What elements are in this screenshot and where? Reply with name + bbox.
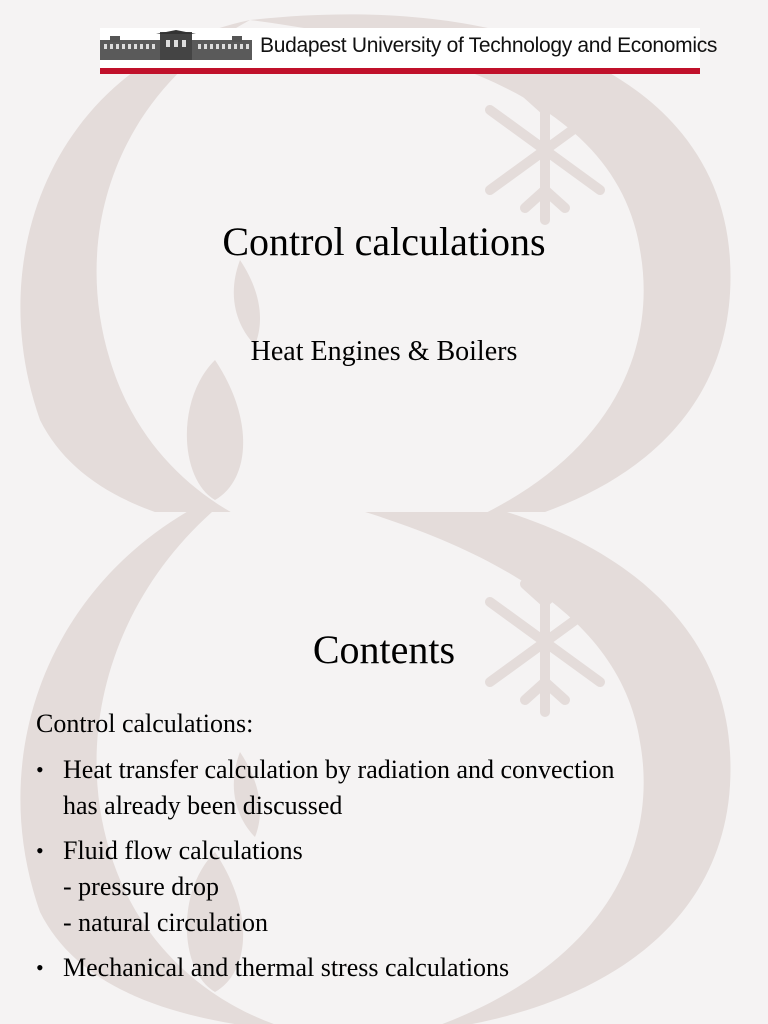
list-item bbox=[36, 752, 736, 824]
bullet-icon: • bbox=[36, 955, 44, 980]
bullet-line: - natural circulation bbox=[63, 908, 269, 937]
bullet-icon: • bbox=[36, 757, 44, 782]
slide-subtitle-text: Heat Engines & Boilers bbox=[250, 336, 518, 367]
contents-intro: Control calculations: bbox=[36, 709, 254, 738]
bullet-line: - pressure drop bbox=[63, 872, 219, 901]
list-item bbox=[36, 950, 736, 986]
university-name: Budapest University of Technology and Economics bbox=[260, 34, 718, 57]
bullet-line: Fluid flow calculations bbox=[63, 836, 303, 865]
bullet-icon: • bbox=[36, 838, 44, 863]
flame-icon bbox=[187, 260, 260, 500]
contents-heading: Contents bbox=[312, 627, 456, 672]
university-building-icon bbox=[100, 30, 252, 60]
bullet-line: Mechanical and thermal stress calculations bbox=[63, 953, 510, 982]
list-item bbox=[36, 833, 736, 941]
banner-rule bbox=[100, 68, 700, 74]
slide-contents bbox=[0, 512, 768, 1024]
slide-title-text: Control calculations bbox=[222, 219, 546, 264]
contents-bullet-list bbox=[36, 752, 736, 995]
university-banner bbox=[100, 28, 718, 68]
bullet-line: Heat transfer calculation by radiation and convection bbox=[63, 755, 615, 784]
bullet-line: has already been discussed bbox=[63, 791, 343, 820]
